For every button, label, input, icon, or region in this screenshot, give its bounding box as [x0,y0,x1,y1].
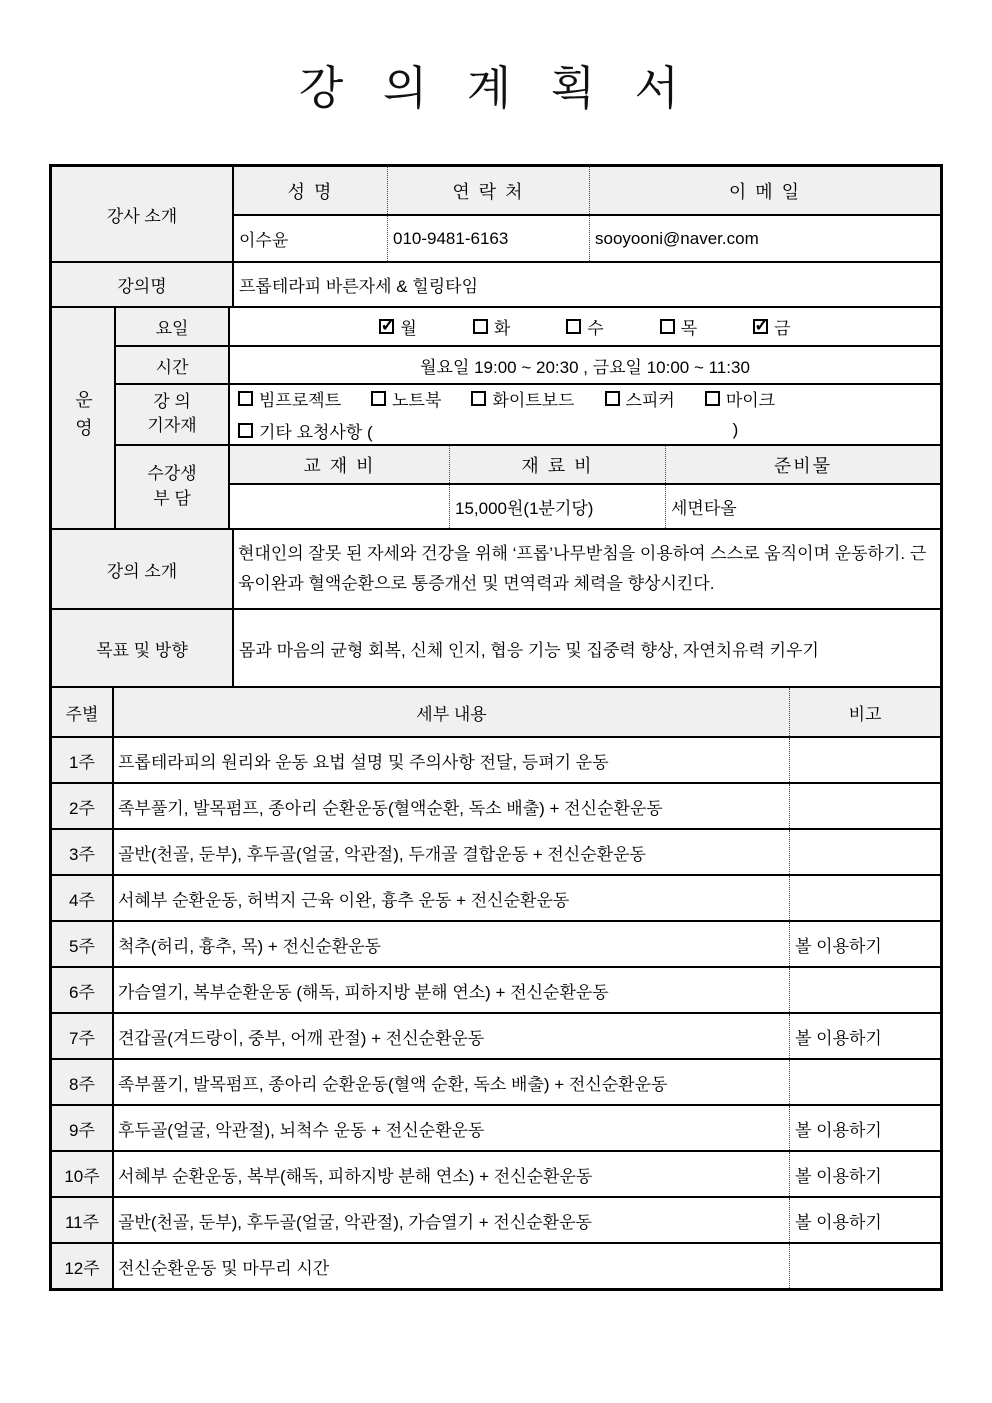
equipment-label: 강 의 기자재 [116,385,230,444]
intro-section [52,528,940,608]
checkbox-mon [379,319,394,334]
course-name-label: 강의명 [52,263,234,306]
schedule-row-12 [52,1242,940,1288]
checkbox-wed [566,319,581,334]
student-cost-row [116,444,940,528]
material-fee-value: 15,000원(1분기당) [449,485,665,528]
lecture-plan-table [49,164,943,1291]
week-number: 9주 [52,1106,114,1150]
schedule-row-5 [52,920,940,966]
equip-option-laptop: 노트북 [371,386,441,411]
operation-section [52,306,940,528]
week-note [789,876,940,920]
week-number: 12주 [52,1244,114,1288]
week-note [789,738,940,782]
week-number: 6주 [52,968,114,1012]
week-number: 10주 [52,1152,114,1196]
week-number: 11주 [52,1198,114,1242]
col-header-phone: 연 락 처 [387,167,589,214]
equip-option-whiteboard: 화이트보드 [471,386,574,411]
course-name-value: 프롭테라피 바른자세 & 힐링타임 [239,277,478,296]
equip-option-speaker: 스피커 [605,386,675,411]
instructor-email: sooyooni@naver.com [589,216,940,261]
week-detail: 골반(천골, 둔부), 후두골(얼굴, 악관절), 가슴열기 + 전신순환운동 [118,1212,592,1232]
schedule-row-9 [52,1104,940,1150]
week-detail: 후두골(얼굴, 악관절), 뇌척수 운동 + 전신순환운동 [118,1120,485,1140]
supplies-value: 세면타올 [665,485,940,528]
week-detail: 족부풀기, 발목펌프, 종아리 순환운동(혈액 순환, 독소 배출) + 전신순환운동 [118,1074,668,1094]
day-option-wed: 수 [566,314,603,339]
equip-option-other: 기타 요청사항 ( ) [238,418,738,443]
schedule-row-10 [52,1150,940,1196]
instructor-label: 강사 소개 [52,167,234,261]
week-number: 1주 [52,738,114,782]
week-detail: 가슴열기, 복부순환운동 (해독, 피하지방 분해 연소) + 전신순환운동 [118,982,609,1002]
goal-text: 몸과 마음의 균형 회복, 신체 인지, 협응 기능 및 집중력 향상, 자연치유력 키우기 [239,640,819,660]
col-header-name: 성 명 [234,167,387,214]
time-label: 시간 [116,347,230,382]
week-note [789,1244,940,1288]
week-number: 3주 [52,830,114,874]
schedule-row-1 [52,736,940,782]
week-detail: 서혜부 순환운동, 허벅지 근육 이완, 흉추 운동 + 전신순환운동 [118,890,570,910]
col-header-week: 주별 [52,688,114,736]
week-number: 4주 [52,876,114,920]
week-note [789,1060,940,1104]
week-note [789,968,940,1012]
schedule-row-3 [52,828,940,874]
schedule-header [52,686,940,736]
week-detail: 골반(천골, 둔부), 후두골(얼굴, 악관절), 두개골 결합운동 + 전신순환운동 [118,844,646,864]
student-cost-label: 수강생 부 담 [116,446,230,528]
week-note [789,784,940,828]
time-value: 월요일 19:00 ~ 20:30 , 금요일 10:00 ~ 11:30 [420,357,750,377]
day-label: 요일 [116,308,230,345]
week-note [789,830,940,874]
week-note: 볼 이용하기 [789,922,940,966]
instructor-phone: 010-9481-6163 [387,216,589,261]
checkbox-mic [705,391,720,406]
week-note: 볼 이용하기 [789,1106,940,1150]
time-row [116,345,940,382]
week-note: 볼 이용하기 [789,1152,940,1196]
col-header-material-fee: 재 료 비 [449,446,665,483]
day-options [230,308,940,345]
week-number: 8주 [52,1060,114,1104]
equipment-options [230,385,940,444]
col-header-email: 이 메 일 [589,167,940,214]
day-option-fri: ✓ 금 [753,314,790,339]
schedule-row-6 [52,966,940,1012]
day-option-thu: 목 [660,314,697,339]
checkbox-other [238,423,253,438]
course-name-row [52,261,940,306]
equip-option-mic: 마이크 [705,386,775,411]
checkbox-projector [238,391,253,406]
week-note: 볼 이용하기 [789,1198,940,1242]
checkbox-fri [753,319,768,334]
col-header-supplies: 준비물 [665,446,940,483]
schedule-row-8 [52,1058,940,1104]
week-detail: 전신순환운동 및 마무리 시간 [118,1258,330,1278]
checkbox-laptop [371,391,386,406]
col-header-note: 비고 [789,688,940,736]
col-header-book-fee: 교 재 비 [230,446,449,483]
week-detail: 견갑골(겨드랑이, 중부, 어깨 관절) + 전신순환운동 [118,1028,485,1048]
operation-label: 운영 [52,308,116,528]
day-row [116,308,940,345]
schedule-row-7 [52,1012,940,1058]
week-note: 볼 이용하기 [789,1014,940,1058]
checkbox-thu [660,319,675,334]
col-header-detail: 세부 내용 [114,688,789,736]
intro-text: 현대인의 잘못 된 자세와 건강을 위해 ‘프롭’나무받침을 이용하여 스스로 움직이며 운동하기. 근육이완과 혈액순환으로 통증개선 및 면역력과 체력을 향상시킨다. [238,544,927,593]
checkbox-tue [473,319,488,334]
equipment-row [116,383,940,444]
schedule-row-4 [52,874,940,920]
week-detail: 척추(허리, 흉추, 목) + 전신순환운동 [118,936,382,956]
day-option-tue: 화 [473,314,510,339]
week-number: 5주 [52,922,114,966]
week-number: 2주 [52,784,114,828]
book-fee-value [230,485,449,528]
checkbox-speaker [605,391,620,406]
day-option-mon: ✓ 월 [379,314,416,339]
week-detail: 서혜부 순환운동, 복부(해독, 피하지방 분해 연소) + 전신순환운동 [118,1166,593,1186]
intro-label: 강의 소개 [52,530,234,608]
goal-section [52,608,940,686]
page-title: 강 의 계 획 서 [298,63,694,114]
week-number: 7주 [52,1014,114,1058]
week-detail: 프롭테라피의 원리와 운동 요법 설명 및 주의사항 전달, 등펴기 운동 [118,752,609,772]
instructor-section [52,167,940,261]
equip-option-projector: 빔프로젝트 [238,386,341,411]
schedule-row-11 [52,1196,940,1242]
schedule-row-2 [52,782,940,828]
week-detail: 족부풀기, 발목펌프, 종아리 순환운동(혈액순환, 독소 배출) + 전신순환운동 [118,798,663,818]
instructor-name: 이수윤 [239,231,289,250]
goal-label: 목표 및 방향 [52,610,234,686]
checkbox-whiteboard [471,391,486,406]
